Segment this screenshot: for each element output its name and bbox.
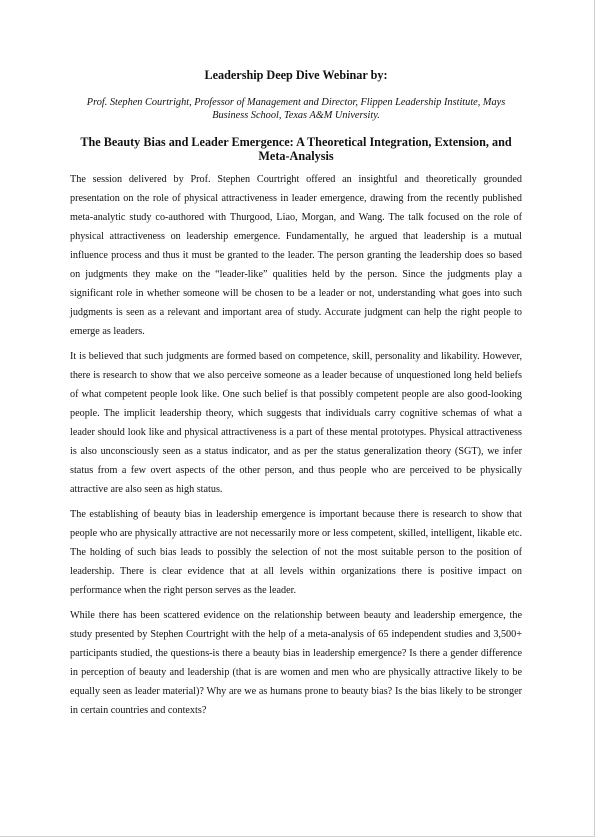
body-paragraph-3: The establishing of beauty bias in leadership emergence is important because there is research to show that people who are physically attractive are not necessarily more or less competent, skilled, intelligent, likable etc. The holding of such bias leads to possibly the selection of not the most suitable person to the position of leadership. There is clear evidence that at all levels within organizations there is positive impact on performance when the right person serves as the leader. — [70, 509, 522, 596]
body-paragraph-4: While there has been scattered evidence on the relationship between beauty and leadership emergence, the study presented by Stephen Courtright with the help of a meta-analysis of 65 independent studies and 3,500+ participants studied, the questions-is there a beauty bias in leadership emergence? Is there a gender difference in perception of beauty and leadership (that is are women and men who are physically attractive likely to be equally seen as leader material)? Why are we as humans prone to beauty bias? Is the bias likely to be stronger in certain countries and contexts? — [70, 610, 522, 716]
talk-title: The Beauty Bias and Leader Emergence: A Theoretical Integration, Extension, and Meta-Analysis — [80, 135, 512, 163]
body-paragraph-2: It is believed that such judgments are formed based on competence, skill, personality and likability. However, there is research to show that we also perceive someone as a leader because of unquestioned long held beliefs of what competent people look like. One such belief is that possibly competent people are also good-looking people. The implicit leadership theory, which suggests that individuals carry cognitive schemas of what a leader should look like and physical attractiveness is a part of these mental prototypes. Physical attractiveness is also unconsciously seen as a status indicator, and as per the status generalization theory (SGT), we infer status from a few overt aspects of the other person, and thus people who are perceived to be physically attractive are also seen as high status. — [70, 351, 522, 495]
body-paragraph-1: The session delivered by Prof. Stephen Courtright offered an insightful and theoretically grounded presentation on the role of physical attractiveness in leader emergence, drawing from the recently published meta-analytic study co-authored with Thurgood, Liao, Morgan, and Wang. The talk focused on the role of physical attractiveness on leadership emergence. Fundamentally, he argued that leadership is a mutual influence process and thus it must be granted to the leader. The person granting the leadership does so based on judgments they make on the “leader-like” qualities held by the person. Since the judgments play a significant role in whether someone will be chosen to be a leader or not, understanding what goes into such judgments is seen as a relevant and important area of study. Accurate judgment can help the right people to emerge as leaders. — [70, 174, 522, 337]
speaker-byline: Prof. Stephen Courtright, Professor of Management and Director, Flippen Leadership Institute, Mays Business School, Texas A&M University. — [86, 97, 506, 121]
webinar-heading: Leadership Deep Dive Webinar by: — [204, 68, 388, 82]
document-body — [70, 68, 522, 726]
